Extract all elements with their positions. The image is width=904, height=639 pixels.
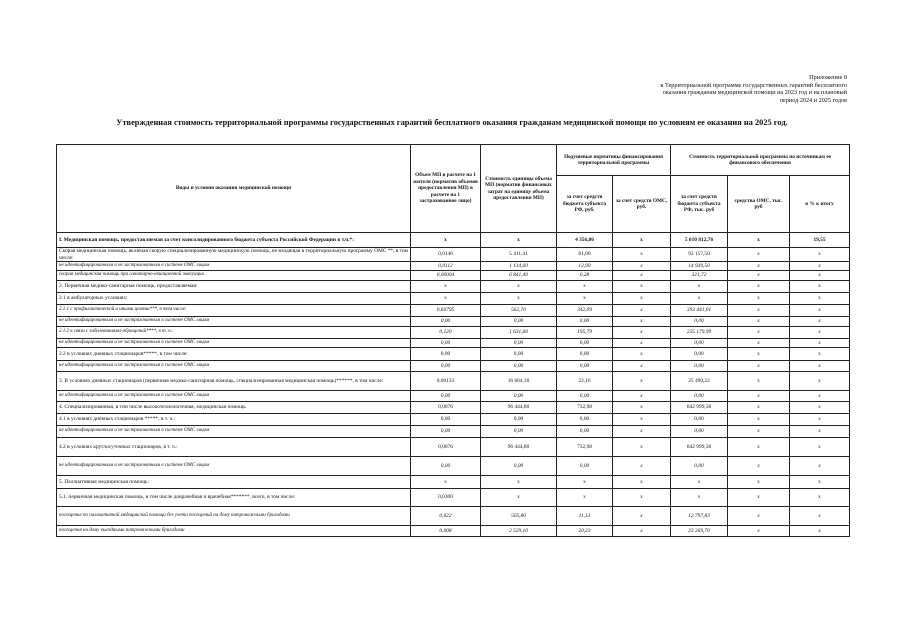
table-row <box>57 262 850 271</box>
row-budget-per-capita: 0,00 <box>557 348 613 361</box>
row-oms-cost: х <box>728 348 790 361</box>
row-unit-cost: 1 134,60 <box>481 262 557 271</box>
row-budget-cost: 0,00 <box>671 317 728 327</box>
row-budget-per-capita: 0,00 <box>557 361 613 372</box>
row-oms-per-capita: х <box>613 327 671 339</box>
row-unit-cost: 2 529,10 <box>481 526 557 537</box>
row-budget-cost: 0,00 <box>671 457 728 476</box>
row-volume: 0,0146 <box>411 248 481 262</box>
appendix-line: к Территориальной программе государственных гарантий бесплатного <box>660 81 847 89</box>
row-oms-per-capita: х <box>613 426 671 438</box>
row-percent: х <box>790 438 850 457</box>
row-budget-per-capita: 0,00 <box>557 457 613 476</box>
row-volume: 0,0076 <box>411 438 481 457</box>
row-description: скорая медицинская помощь при санитарно-авиационной эвакуации <box>57 271 411 281</box>
row-oms-per-capita: х <box>613 414 671 426</box>
row-description: не идентифицированным и не застрахованным в системе ОМС лицам <box>57 391 411 402</box>
row-oms-per-capita: х <box>613 248 671 262</box>
row-oms-per-capita: х <box>613 507 671 526</box>
row-unit-cost: 0,00 <box>481 426 557 438</box>
row-oms-cost: х <box>728 248 790 262</box>
row-volume: х <box>411 233 481 248</box>
row-budget-cost: х <box>671 281 728 293</box>
row-budget-cost: 0,00 <box>671 391 728 402</box>
table-row <box>57 489 850 507</box>
row-percent: х <box>790 457 850 476</box>
row-budget-per-capita: 20,23 <box>557 526 613 537</box>
row-description: 2.1.1 с профилактической и иными целями***, в том числе: <box>57 305 411 317</box>
header-oms-rub: за счет средств ОМС, руб. <box>613 176 671 233</box>
row-budget-per-capita: 11,13 <box>557 507 613 526</box>
row-budget-cost: 14 939,50 <box>671 262 728 271</box>
row-budget-per-capita: х <box>557 293 613 305</box>
row-volume: 0,00 <box>411 391 481 402</box>
table-row <box>57 438 850 457</box>
row-budget-per-capita: 22,16 <box>557 372 613 391</box>
row-budget-cost: 321,72 <box>671 271 728 281</box>
row-budget-per-capita: 81,00 <box>557 248 613 262</box>
table-row <box>57 327 850 339</box>
table-row <box>57 305 850 317</box>
row-volume: х <box>411 476 481 489</box>
row-unit-cost: х <box>481 233 557 248</box>
row-percent: х <box>790 262 850 271</box>
row-budget-cost: 12 797,83 <box>671 507 728 526</box>
row-volume: 0,60795 <box>411 305 481 317</box>
row-description: 2.1 в амбулаторных условиях: <box>57 293 411 305</box>
row-unit-cost: х <box>481 489 557 507</box>
appendix-note <box>660 74 847 105</box>
row-percent: х <box>790 476 850 489</box>
row-description: 4. Специализированная, в том числе высокотехнологичная, медицинская помощь <box>57 402 411 414</box>
header-percent: в % к итогу <box>790 176 850 233</box>
row-percent: х <box>790 361 850 372</box>
row-volume: 0,008 <box>411 526 481 537</box>
row-budget-cost: 0,00 <box>671 348 728 361</box>
row-budget-per-capita: 0,28 <box>557 271 613 281</box>
table-row <box>57 526 850 537</box>
row-unit-cost: 0,00 <box>481 391 557 402</box>
row-volume: 0,00 <box>411 361 481 372</box>
table-row <box>57 402 850 414</box>
row-budget-per-capita: 0,00 <box>557 391 613 402</box>
header-budget-rub: за счет средств бюджета субъекта РФ, руб. <box>557 176 613 233</box>
row-budget-cost: 93 157,50 <box>671 248 728 262</box>
row-unit-cost: 0,00 <box>481 317 557 327</box>
row-percent: х <box>790 248 850 262</box>
row-volume: 0,00 <box>411 426 481 438</box>
row-unit-cost: 0,00 <box>481 348 557 361</box>
row-description: посещения на дому выездными патронажными бригадами <box>57 526 411 537</box>
row-oms-per-capita: х <box>613 271 671 281</box>
row-oms-cost: х <box>728 414 790 426</box>
row-budget-cost: х <box>671 476 728 489</box>
row-percent: х <box>790 327 850 339</box>
row-budget-per-capita: 0,00 <box>557 414 613 426</box>
row-unit-cost: 0,00 <box>481 339 557 348</box>
row-budget-cost: 25 490,22 <box>671 372 728 391</box>
row-oms-cost: х <box>728 476 790 489</box>
row-oms-per-capita: х <box>613 372 671 391</box>
row-oms-cost: х <box>728 426 790 438</box>
row-percent: х <box>790 281 850 293</box>
row-unit-cost: 16 664,30 <box>481 372 557 391</box>
row-oms-cost: х <box>728 391 790 402</box>
row-description: 2.2 в условиях дневных стационаров*****, в том числе: <box>57 348 411 361</box>
row-budget-per-capita: х <box>557 476 613 489</box>
row-oms-per-capita: х <box>613 526 671 537</box>
table-row <box>57 426 850 438</box>
row-oms-per-capita: х <box>613 402 671 414</box>
row-oms-cost: х <box>728 262 790 271</box>
row-volume: 0,00 <box>411 317 481 327</box>
row-oms-cost: х <box>728 339 790 348</box>
table-row <box>57 457 850 476</box>
row-unit-cost: 6 841,40 <box>481 271 557 281</box>
row-unit-cost: 505,80 <box>481 507 557 526</box>
row-budget-per-capita: 732,98 <box>557 438 613 457</box>
row-volume: 0,00 <box>411 457 481 476</box>
row-unit-cost: х <box>481 476 557 489</box>
row-oms-per-capita: х <box>613 317 671 327</box>
row-oms-per-capita: х <box>613 438 671 457</box>
header-oms-thousand: средства ОМС, тыс. руб <box>728 176 790 233</box>
row-volume: 0,00004 <box>411 271 481 281</box>
row-description: 2. Первичная медико-санитарная помощь, предоставляемая: <box>57 281 411 293</box>
row-volume: 0,00 <box>411 348 481 361</box>
row-percent: х <box>790 526 850 537</box>
row-volume: 0,00 <box>411 414 481 426</box>
row-unit-cost: 0,00 <box>481 361 557 372</box>
row-budget-cost: 842 999,38 <box>671 402 728 414</box>
row-budget-per-capita: 732,98 <box>557 402 613 414</box>
table-row <box>57 361 850 372</box>
row-description: не идентифицированным и не застрахованным в системе ОМС лицам <box>57 361 411 372</box>
cost-table <box>56 144 850 537</box>
row-unit-cost: х <box>481 281 557 293</box>
row-percent: х <box>790 507 850 526</box>
row-oms-per-capita: х <box>613 489 671 507</box>
row-budget-per-capita: 0,00 <box>557 426 613 438</box>
row-budget-cost: х <box>671 489 728 507</box>
row-unit-cost: 562,70 <box>481 305 557 317</box>
row-budget-per-capita: 0,00 <box>557 317 613 327</box>
header-types: Виды и условия оказания медицинской помощи <box>57 145 411 233</box>
row-oms-per-capita: х <box>613 339 671 348</box>
row-oms-cost: х <box>728 233 790 248</box>
row-percent: х <box>790 317 850 327</box>
row-oms-per-capita: х <box>613 305 671 317</box>
row-description: не идентифицированным и не застрахованным в системе ОМС лицам <box>57 457 411 476</box>
table-row <box>57 233 850 248</box>
row-oms-cost: х <box>728 305 790 317</box>
row-budget-cost: 0,00 <box>671 361 728 372</box>
row-description: посещение по паллиативной медицинской помощи без учета посещений на дому патронажными бригадами <box>57 507 411 526</box>
header-volume: Объем МП в расчете на 1 жителя (норматив объемов предоставления МП) в расчете на 1 застрахованное лицо) <box>411 145 481 233</box>
row-description: 5.1. первичная медицинская помощь, в том числе доврачебная и врачебная*******, всего, в том числе: <box>57 489 411 507</box>
row-oms-cost: х <box>728 489 790 507</box>
row-budget-per-capita: 342,09 <box>557 305 613 317</box>
appendix-line: период 2024 и 2025 годов <box>779 97 847 105</box>
row-percent: х <box>790 293 850 305</box>
row-oms-per-capita: х <box>613 391 671 402</box>
row-budget-cost: 225 179,99 <box>671 327 728 339</box>
row-description: не идентифицированным и не застрахованным в системе ОМС лицам <box>57 262 411 271</box>
row-percent: х <box>790 339 850 348</box>
row-percent: х <box>790 271 850 281</box>
table-row <box>57 248 850 262</box>
appendix-line: оказания гражданам медицинской помощи на 2023 год и на плановый <box>662 89 847 97</box>
header-per-capita: Подушевые нормативы финансирования территориальной программы <box>557 145 671 176</box>
row-volume: 0,00 <box>411 339 481 348</box>
row-oms-cost: х <box>728 438 790 457</box>
row-budget-cost: х <box>671 293 728 305</box>
row-budget-per-capita: 195,79 <box>557 327 613 339</box>
row-percent: 19,55 <box>790 233 850 248</box>
row-description: 4.1 в условиях дневных стационаров *****, в т. ч.: <box>57 414 411 426</box>
row-oms-cost: х <box>728 507 790 526</box>
row-percent: х <box>790 414 850 426</box>
table-row <box>57 271 850 281</box>
row-description: не идентифицированным и не застрахованным в системе ОМС лицам <box>57 339 411 348</box>
table-row <box>57 507 850 526</box>
row-oms-per-capita: х <box>613 476 671 489</box>
appendix-line: Приложение 8 <box>809 74 847 81</box>
row-percent: х <box>790 426 850 438</box>
row-oms-cost: х <box>728 402 790 414</box>
row-budget-cost: 23 269,70 <box>671 526 728 537</box>
row-volume: 0,0300 <box>411 489 481 507</box>
row-oms-per-capita: х <box>613 293 671 305</box>
table-row <box>57 372 850 391</box>
row-unit-cost: 0,00 <box>481 457 557 476</box>
row-percent: х <box>790 402 850 414</box>
row-percent: х <box>790 348 850 361</box>
row-oms-cost: х <box>728 317 790 327</box>
table-row <box>57 317 850 327</box>
row-unit-cost: 1 631,60 <box>481 327 557 339</box>
row-oms-cost: х <box>728 271 790 281</box>
row-budget-per-capita: 12,99 <box>557 262 613 271</box>
row-budget-per-capita: 4 356,86 <box>557 233 613 248</box>
row-unit-cost: 96 444,80 <box>481 402 557 414</box>
row-oms-cost: х <box>728 457 790 476</box>
header-unit-cost: Стоимость единицы объема МП (норматив финансовых затрат на единицу объема предоставления МП) <box>481 145 557 233</box>
header-program-cost: Стоимость территориальной программы по источникам ее финансового обеспечения <box>671 145 850 176</box>
row-volume: 0,0076 <box>411 402 481 414</box>
row-budget-cost: 5 010 812,76 <box>671 233 728 248</box>
table-row <box>57 476 850 489</box>
row-description: 5. Паллиативная медицинская помощь: <box>57 476 411 489</box>
row-oms-per-capita: х <box>613 457 671 476</box>
row-oms-per-capita: х <box>613 281 671 293</box>
row-budget-per-capita: х <box>557 489 613 507</box>
document-title: Утвержденная стоимость территориальной программы государственных гарантий бесплатного оказания гражданам медицинской помощи по условиям ее оказания на 2025 год. <box>116 118 788 127</box>
row-description: 3. В условиях дневных стационаров (первичная медико-санитарная помощь, специализированная медицинская помощь)******, в том числе: <box>57 372 411 391</box>
row-percent: х <box>790 391 850 402</box>
table-row <box>57 293 850 305</box>
row-oms-per-capita: х <box>613 348 671 361</box>
row-oms-cost: х <box>728 361 790 372</box>
row-budget-cost: 0,00 <box>671 414 728 426</box>
row-description: 2.1.2 в связи с заболеваниями-обращений****, в т. ч.: <box>57 327 411 339</box>
row-budget-cost: 0,00 <box>671 426 728 438</box>
row-description: Скорая медицинская помощь, включая скорую специализированную медицинскую помощь, не входящая в территориальную программу ОМС **, в том числе: <box>57 248 411 262</box>
row-oms-cost: х <box>728 293 790 305</box>
row-percent: х <box>790 489 850 507</box>
row-unit-cost: 96 444,80 <box>481 438 557 457</box>
header-budget-thousand: за счет средств бюджета субъекта РФ, тыс. руб <box>671 176 728 233</box>
row-oms-cost: х <box>728 327 790 339</box>
row-volume: 0,0112 <box>411 262 481 271</box>
row-oms-per-capita: х <box>613 233 671 248</box>
row-description: не идентифицированным и не застрахованным в системе ОМС лицам <box>57 317 411 327</box>
row-volume: 0,00133 <box>411 372 481 391</box>
row-unit-cost: х <box>481 293 557 305</box>
row-unit-cost: 5 411,41 <box>481 248 557 262</box>
row-volume: х <box>411 281 481 293</box>
row-oms-cost: х <box>728 281 790 293</box>
row-oms-cost: х <box>728 526 790 537</box>
row-oms-per-capita: х <box>613 262 671 271</box>
row-volume: 0,120 <box>411 327 481 339</box>
row-oms-cost: х <box>728 372 790 391</box>
row-percent: х <box>790 372 850 391</box>
row-volume: х <box>411 293 481 305</box>
row-description: I. Медицинская помощь, предоставляемая за счет консолидированного бюджета субъекта Российской Федерации в т.ч.*: <box>57 233 411 248</box>
row-volume: 0,022 <box>411 507 481 526</box>
table-row <box>57 414 850 426</box>
table-row <box>57 281 850 293</box>
row-description: не идентифицированным и не застрахованным в системе ОМС лицам <box>57 426 411 438</box>
row-budget-cost: 393 441,01 <box>671 305 728 317</box>
row-budget-cost: 0,00 <box>671 339 728 348</box>
row-budget-per-capita: х <box>557 281 613 293</box>
row-budget-cost: 842 999,38 <box>671 438 728 457</box>
row-description: 4.2 в условиях круглосуточных стационаров, в т. ч.: <box>57 438 411 457</box>
table-row <box>57 339 850 348</box>
table-row <box>57 348 850 361</box>
row-budget-per-capita: 0,00 <box>557 339 613 348</box>
table-row <box>57 391 850 402</box>
row-oms-per-capita: х <box>613 361 671 372</box>
row-unit-cost: 0,00 <box>481 414 557 426</box>
row-percent: х <box>790 305 850 317</box>
